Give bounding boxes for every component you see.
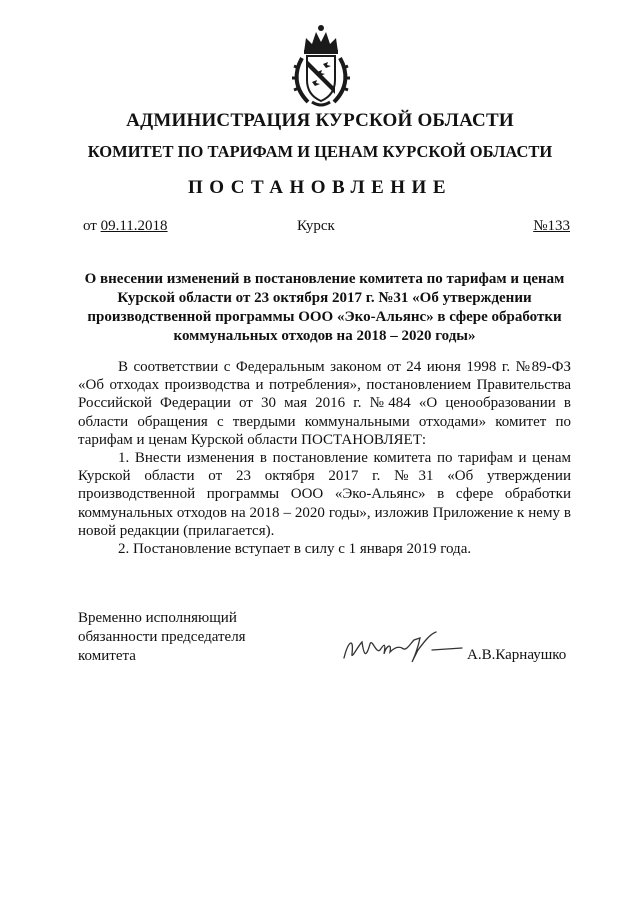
signer-position bbox=[78, 609, 318, 666]
signer-position-line: комитета bbox=[78, 648, 136, 664]
date-prefix: от bbox=[83, 218, 101, 234]
subject-line: О внесении изменений в постановление комитета по тарифам и ценам bbox=[84, 271, 565, 287]
body-item-2: 2. Постановление вступает в силу с 1 января 2019 года. bbox=[118, 541, 472, 558]
subject-line: коммунальных отходов на 2018 – 2020 годы» bbox=[173, 328, 476, 344]
signer-name: А.В.Карнаушко bbox=[467, 647, 567, 663]
handwritten-signature-icon bbox=[340, 628, 465, 666]
document-type-title: ПОСТАНОВЛЕНИЕ bbox=[187, 177, 453, 198]
administration-title: АДМИНИСТРАЦИЯ КУРСКОЙ ОБЛАСТИ bbox=[126, 110, 514, 131]
document-meta-row bbox=[0, 218, 640, 238]
kursk-coat-of-arms-icon bbox=[290, 22, 352, 108]
body-item-1: 1. Внести изменения в постановление комитета по тарифам и ценам Курской области от 23 октября 2017 г. №31 «Об утверждении производственной программы ООО «Эко-Альянс» в сфере обработки коммунальных отходов на 2018 – 2020 годы», изложив Приложение к нему в новой редакции (прилагается). bbox=[78, 450, 571, 539]
subject-line: Курской области от 23 октября 2017 г. №31 «Об утверждении bbox=[117, 290, 532, 306]
body-preamble: В соответствии с Федеральным законом от 24 июня 1998 г. №89-ФЗ «Об отходах производства и потребления», постановлением Правительства Российской Федерации от 30 мая 2016 г. №484 «О ценообразовании в области обращения с твердыми коммунальными отходами» комитет по тарифам и ценам Курской области ПОСТАНОВЛЯЕТ: bbox=[78, 359, 571, 448]
signer-position-line: обязанности председателя bbox=[78, 629, 246, 645]
signer-position-line: Временно исполняющий bbox=[78, 610, 237, 626]
document-body bbox=[78, 358, 571, 558]
document-date bbox=[83, 218, 168, 235]
document-number: №133 bbox=[533, 218, 570, 234]
subject-line: производственной программы ООО «Эко-Альянс» в сфере обработки bbox=[87, 309, 562, 325]
document-city: Курск bbox=[297, 218, 335, 234]
document-subject bbox=[78, 270, 571, 346]
committee-title: КОМИТЕТ ПО ТАРИФАМ И ЦЕНАМ КУРСКОЙ ОБЛАСТИ bbox=[87, 142, 553, 161]
date-value: 09.11.2018 bbox=[100, 218, 168, 234]
